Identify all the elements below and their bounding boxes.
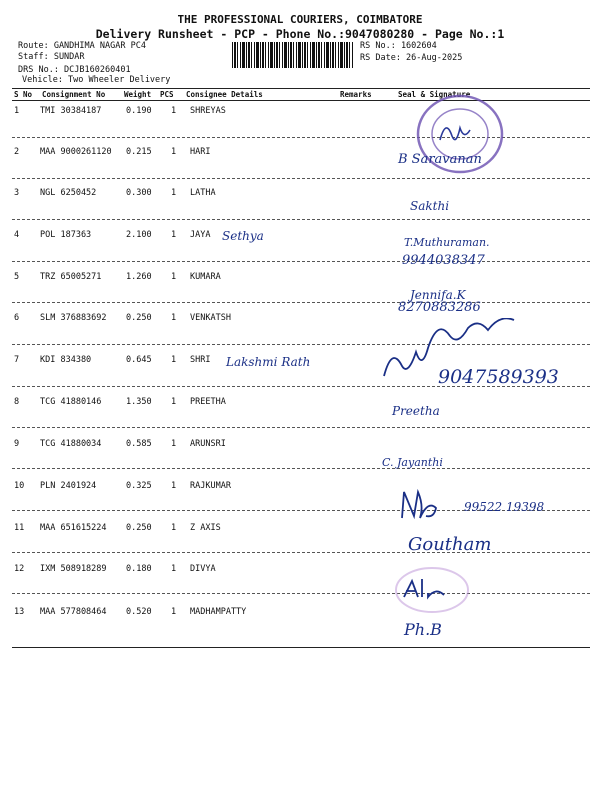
cell-consignee: RAJKUMAR — [190, 481, 231, 491]
cell-sno: 4 — [14, 230, 20, 240]
cell-pcs: 1 — [171, 313, 177, 323]
cell-sno: 11 — [14, 523, 25, 533]
cell-pcs: 1 — [171, 188, 177, 198]
cell-pcs: 1 — [171, 439, 177, 449]
cell-consignee: SHREYAS — [190, 106, 226, 116]
cell-consignee: DIVYA — [190, 564, 216, 574]
row-separator — [12, 593, 590, 594]
cell-consignee: MADHAMPATTY — [190, 607, 247, 617]
col-remarks-header: Remarks — [340, 90, 372, 99]
cell-consignee: LATHA — [190, 188, 216, 198]
cell-sno: 3 — [14, 188, 20, 198]
cell-weight: 0.645 — [126, 355, 152, 365]
cell-consignment: IXM 508918289 — [40, 564, 107, 574]
cell-sno: 13 — [14, 607, 25, 617]
row-separator — [12, 468, 590, 469]
cell-weight: 0.180 — [126, 564, 152, 574]
cell-weight: 1.260 — [126, 272, 152, 282]
cell-weight: 0.215 — [126, 147, 152, 157]
cell-pcs: 1 — [171, 230, 177, 240]
cell-weight: 0.520 — [126, 607, 152, 617]
cell-sno: 8 — [14, 397, 20, 407]
handwritten-name-row-7: Lakshmi Rath — [226, 355, 311, 369]
col-pcs-header: PCS — [160, 90, 174, 99]
cell-consignee: PREETHA — [190, 397, 226, 407]
cell-consignment: SLM 376883692 — [40, 313, 107, 323]
col-sno-header: S No — [14, 90, 33, 99]
route-label: Route: GANDHIMA NAGAR PC4 — [18, 41, 146, 51]
cell-consignment: NGL 6250452 — [40, 188, 97, 198]
cell-weight: 0.585 — [126, 439, 152, 449]
cell-consignment: POL 187363 — [40, 230, 92, 240]
cell-consignee: ARUNSRI — [190, 439, 226, 449]
signature-row-10-mark — [394, 484, 454, 524]
signature-row-9: C. Jayanthi — [382, 456, 443, 469]
signature-row-13: Ph.B — [404, 620, 442, 639]
cell-pcs: 1 — [171, 272, 177, 282]
col-consignment-header: Consignment No — [42, 90, 106, 99]
cell-consignment: TCG 41880034 — [40, 439, 102, 449]
cell-sno: 2 — [14, 147, 20, 157]
cell-consignment: KDI 834380 — [40, 355, 92, 365]
cell-consignee: SHRI — [190, 355, 211, 365]
barcode-image — [232, 42, 354, 68]
signature-row-11: Goutham — [408, 534, 492, 555]
signature-row-4: T.Muthuraman. — [404, 236, 490, 249]
cell-sno: 6 — [14, 313, 20, 323]
cell-pcs: 1 — [171, 607, 177, 617]
signature-row-5: Jennifa.K — [410, 288, 466, 302]
header-top-rule — [12, 88, 590, 89]
cell-consignment: MAA 651615224 — [40, 523, 107, 533]
cell-pcs: 1 — [171, 397, 177, 407]
col-consignee-header: Consignee Details — [186, 90, 263, 99]
row-separator — [12, 261, 590, 262]
row-separator — [12, 552, 590, 553]
cell-weight: 2.100 — [126, 230, 152, 240]
cell-consignment: TRZ 65005271 — [40, 272, 102, 282]
cell-consignment: TMI 30384187 — [40, 106, 102, 116]
cell-weight: 0.190 — [126, 106, 152, 116]
rs-date: RS Date: 26-Aug-2025 — [360, 53, 463, 63]
row-separator — [12, 302, 590, 303]
phone-row-10: 99522 19398 — [464, 500, 545, 514]
row-separator — [12, 647, 590, 648]
row-separator — [12, 427, 590, 428]
col-seal-header: Seal & Signature — [398, 90, 471, 99]
cell-consignment: PLN 2401924 — [40, 481, 97, 491]
cell-pcs: 1 — [171, 564, 177, 574]
cell-consignment: MAA 577808464 — [40, 607, 107, 617]
col-weight-header: Weight — [124, 90, 152, 99]
cell-weight: 0.300 — [126, 188, 152, 198]
phone-row-4: 9944038347 — [402, 253, 485, 268]
signature-row-2: B Saravanan — [398, 152, 482, 167]
cell-weight: 0.325 — [126, 481, 152, 491]
cell-pcs: 1 — [171, 106, 177, 116]
drs-number: DRS No.: DCJB160260401 — [18, 65, 131, 75]
cell-sno: 1 — [14, 106, 20, 116]
cell-sno: 7 — [14, 355, 20, 365]
cell-pcs: 1 — [171, 147, 177, 157]
cell-pcs: 1 — [171, 523, 177, 533]
cell-pcs: 1 — [171, 355, 177, 365]
cell-consignee: KUMARA — [190, 272, 221, 282]
cell-consignee: JAYA — [190, 230, 211, 240]
cell-pcs: 1 — [171, 481, 177, 491]
cell-sno: 9 — [14, 439, 20, 449]
rs-number: RS No.: 1602604 — [360, 41, 437, 51]
courier-seal-stamp — [410, 92, 510, 182]
signature-row-3: Sakthi — [410, 199, 450, 213]
cell-consignee: VENKATSH — [190, 313, 231, 323]
signature-row-8: Preetha — [392, 404, 440, 418]
cell-sno: 10 — [14, 481, 25, 491]
phone-row-7: 9047589393 — [438, 366, 559, 388]
cell-weight: 0.250 — [126, 523, 152, 533]
row-separator — [12, 219, 590, 220]
cell-consignment: TCG 41880146 — [40, 397, 102, 407]
staff-label: Staff: SUNDAR — [18, 52, 85, 62]
cell-consignee: Z AXIS — [190, 523, 221, 533]
cell-consignment: MAA 9000261120 — [40, 147, 112, 157]
handwritten-name-row-4: Sethya — [222, 229, 264, 243]
cell-sno: 12 — [14, 564, 25, 574]
company-title: THE PROFESSIONAL COURIERS, COIMBATORE — [177, 13, 423, 26]
vehicle-label: Vehicle: Two Wheeler Delivery — [22, 75, 171, 85]
signature-row-12 — [398, 575, 458, 605]
phone-row-5: 8270883286 — [398, 300, 481, 315]
cell-consignee: HARI — [190, 147, 211, 157]
cell-weight: 1.350 — [126, 397, 152, 407]
cell-sno: 5 — [14, 272, 20, 282]
cell-weight: 0.250 — [126, 313, 152, 323]
runsheet-subtitle: Delivery Runsheet - PCP - Phone No.:9047080280 - Page No.:1 — [95, 27, 505, 41]
